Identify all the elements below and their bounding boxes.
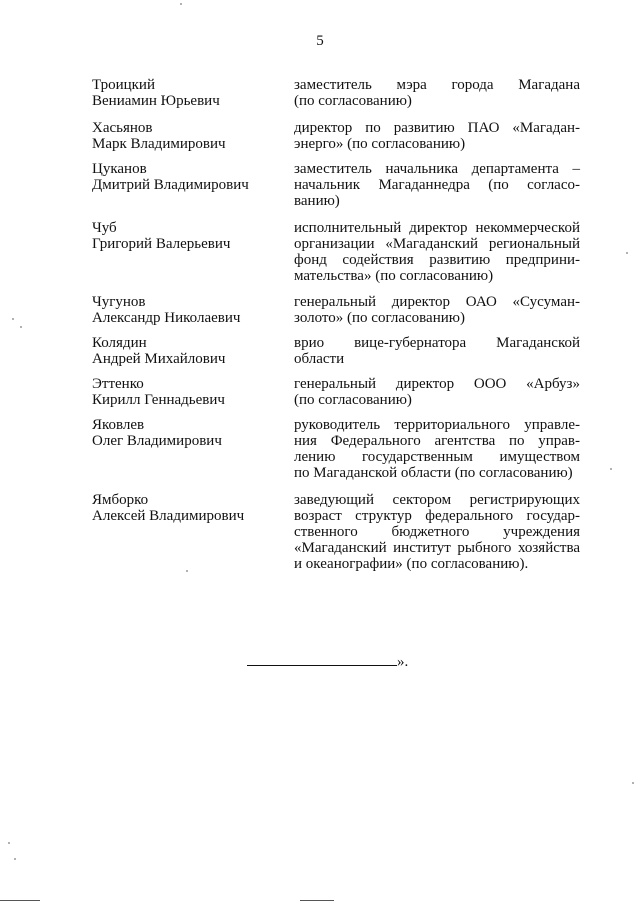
member-surname: Ямборко [92, 492, 149, 508]
member-surname: Троицкий [92, 77, 155, 93]
position-line: руководитель территориального управле- [294, 417, 580, 433]
member-position [294, 335, 580, 367]
scan-edge-mark [0, 900, 40, 901]
position-line: заведующий сектором регистрирующих [294, 492, 580, 508]
scan-speck [20, 326, 22, 328]
member-given-names: Кирилл Геннадьевич [92, 392, 225, 408]
closing-quote: ». [397, 654, 409, 670]
position-line: золото» (по согласованию) [294, 310, 465, 326]
member-given-names: Дмитрий Владимирович [92, 177, 249, 193]
position-line: лению государственным имуществом [294, 449, 580, 465]
position-line: (по согласованию) [294, 93, 412, 109]
position-line: врио вице-губернатора Магаданской [294, 335, 580, 351]
member-given-names: Александр Николаевич [92, 310, 241, 326]
position-line: начальник Магаданнедра (по согласо- [294, 177, 580, 193]
position-line: фонд содействия развитию предприни- [294, 252, 580, 268]
scan-edge-mark [300, 900, 334, 901]
member-surname: Яковлев [92, 417, 145, 433]
position-line: генеральный директор ООО «Арбуз» [294, 376, 580, 392]
scan-speck [632, 782, 634, 784]
member-surname: Колядин [92, 335, 147, 351]
member-given-names: Вениамин Юрьевич [92, 93, 220, 109]
position-line: (по согласованию) [294, 392, 412, 408]
scan-speck [186, 570, 188, 572]
member-position [294, 220, 580, 284]
position-line: ванию) [294, 193, 340, 209]
closing-underline [247, 652, 397, 666]
member-position [294, 492, 580, 572]
position-line: по Магаданской области (по согласованию) [294, 465, 573, 481]
member-position [294, 294, 580, 326]
scan-speck [610, 468, 612, 470]
member-name [92, 335, 272, 367]
position-line: ственного бюджетного учреждения [294, 524, 580, 540]
member-name [92, 376, 272, 408]
scan-speck [12, 318, 14, 320]
position-line: мательства» (по согласованию) [294, 268, 494, 284]
position-line: генеральный директор ОАО «Сусуман- [294, 294, 580, 310]
position-line: возраст структур федерального государ- [294, 508, 580, 524]
member-name [92, 120, 272, 152]
position-line: и океанографии» (по согласованию). [294, 556, 529, 572]
position-line: директор по развитию ПАО «Магадан- [294, 120, 580, 136]
member-surname: Хасьянов [92, 120, 153, 136]
member-surname: Цуканов [92, 161, 147, 177]
position-line: энерго» (по согласованию) [294, 136, 466, 152]
position-line: заместитель начальника департамента – [294, 161, 580, 177]
member-surname: Чуб [92, 220, 117, 236]
member-name [92, 161, 272, 193]
member-surname: Чугунов [92, 294, 146, 310]
position-line: «Магаданский институт рыбного хозяйства [294, 540, 580, 556]
member-given-names: Олег Владимирович [92, 433, 222, 449]
member-name [92, 417, 272, 449]
member-given-names: Марк Владимирович [92, 136, 226, 152]
member-name [92, 220, 272, 252]
position-line: ния Федерального агентства по управ- [294, 433, 580, 449]
member-given-names: Григорий Валерьевич [92, 236, 231, 252]
scan-speck [8, 842, 10, 844]
member-position [294, 161, 580, 209]
closing-mark [247, 652, 408, 671]
page-number: 5 [316, 33, 324, 49]
scan-speck [626, 252, 628, 254]
member-position [294, 120, 580, 152]
member-given-names: Алексей Владимирович [92, 508, 245, 524]
scan-speck [14, 858, 16, 860]
member-given-names: Андрей Михайлович [92, 351, 226, 367]
member-name [92, 294, 272, 326]
member-position [294, 417, 580, 481]
member-surname: Эттенко [92, 376, 144, 392]
position-line: области [294, 351, 345, 367]
scan-speck [180, 3, 182, 5]
member-position [294, 77, 580, 109]
member-name [92, 492, 272, 524]
member-position [294, 376, 580, 408]
member-name [92, 77, 272, 109]
position-line: заместитель мэра города Магадана [294, 77, 580, 93]
position-line: исполнительный директор некоммерческой [294, 220, 580, 236]
position-line: организации «Магаданский региональный [294, 236, 580, 252]
